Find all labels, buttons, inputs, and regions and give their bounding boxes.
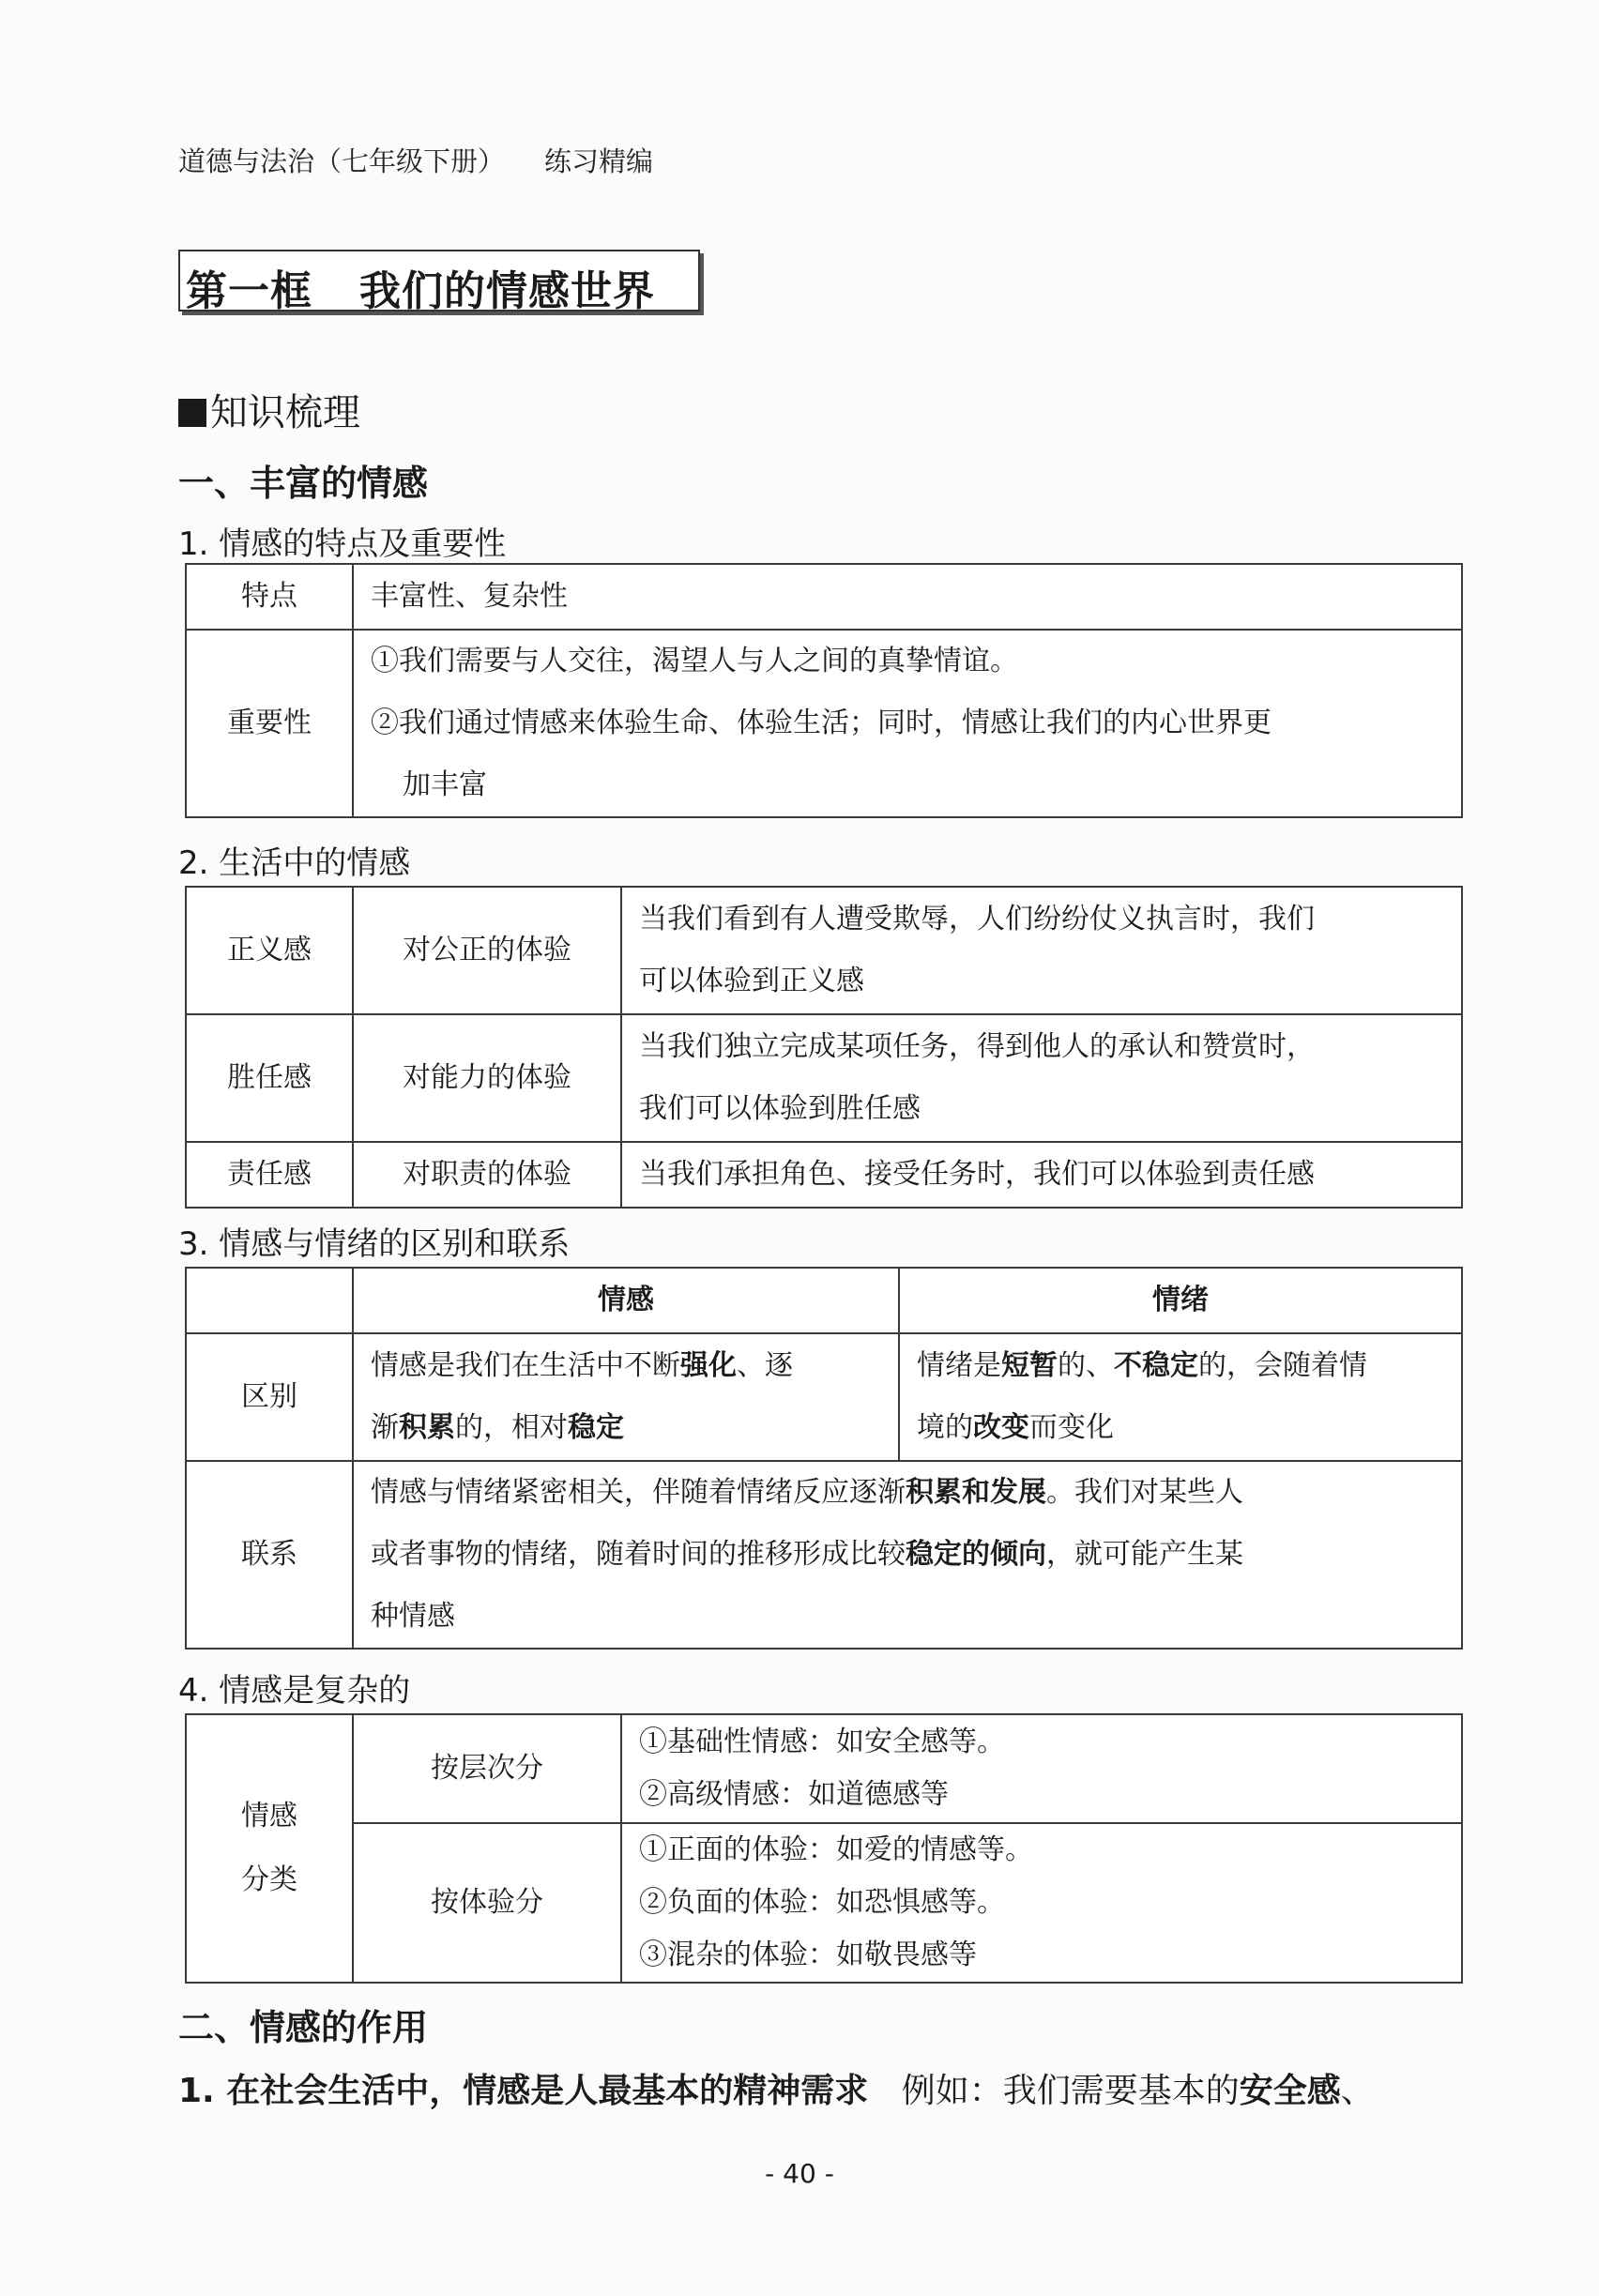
table-row [186,1014,1462,1142]
table-row [186,1823,1462,1983]
series-title: 练习精编 [544,145,654,177]
subheading-1-1: 1. 情感的特点及重要性 [178,525,507,563]
running-header [178,141,653,179]
column-header-emotion: 情感 [353,1268,899,1333]
cell-feature-label: 特点 [186,564,353,630]
cell-difference-label: 区别 [186,1333,353,1461]
cell-emotion-meaning: 对职责的体验 [353,1142,621,1208]
cell-emotion-name: 胜任感 [186,1014,353,1142]
table-features-importance [185,563,1463,818]
cell-emotion-name: 责任感 [186,1142,353,1208]
book-title: 道德与法治（七年级下册） [178,145,506,177]
cell-emotion-meaning: 对公正的体验 [353,887,621,1014]
table-emotions-in-life [185,886,1463,1209]
cell-by-level: 按层次分 [353,1714,621,1823]
square-bullet-icon [178,399,206,427]
cell-feature-value: 丰富性、复杂性 [353,564,1462,630]
cell-emotion-meaning: 对能力的体验 [353,1014,621,1142]
lesson-name: 我们的情感世界 [359,267,655,315]
table-row [186,1142,1462,1208]
section-heading-1: 一、丰富的情感 [178,463,429,504]
table-row [186,1714,1462,1823]
subheading-1-3: 3. 情感与情绪的区别和联系 [178,1225,571,1263]
cell-link-label: 联系 [186,1461,353,1649]
column-header-mood: 情绪 [899,1268,1462,1333]
cell-level-items: ①基础性情感：如安全感等。 ②高级情感：如道德感等 [621,1714,1462,1823]
table-header-row [186,1268,1462,1333]
cell-experience-items: ①正面的体验：如爱的情感等。 ②负面的体验：如恐惧感等。 ③混杂的体验：如敬畏感等 [621,1823,1462,1983]
subheading-1-4: 4. 情感是复杂的 [178,1672,411,1710]
subheading-1-2: 2. 生活中的情感 [178,844,411,882]
function-point-1: 1. 在社会生活中，情感是人最基本的精神需求 例如：我们需要基本的安全感、 [178,2071,1375,2110]
cell-emotion-example: 当我们承担角色、接受任务时，我们可以体验到责任感 [621,1142,1462,1208]
table-row [186,887,1462,1014]
cell-emotion-name: 正义感 [186,887,353,1014]
lesson-title [186,257,655,317]
cell-emotion-difference: 情感是我们在生活中不断强化、逐 渐积累的，相对稳定 [353,1333,899,1461]
section-heading-2: 二、情感的作用 [178,2007,429,2048]
cell-importance-value: ①我们需要与人交往，渴望人与人之间的真挚情谊。 ②我们通过情感来体验生命、体验生活；同时，情感让我们的内心世界更 加丰富 [353,630,1462,817]
lesson-number: 第一框 [186,267,312,315]
table-row [186,1333,1462,1461]
lesson-title-box [178,250,700,315]
cell-link-value: 情感与情绪紧密相关，伴随着情绪反应逐渐积累和发展。我们对某些人 或者事物的情绪，随着时间的推移形成比较稳定的倾向，就可能产生某 种情感 [353,1461,1462,1649]
table-emotion-types [185,1713,1463,1984]
cell-emotion-example: 当我们看到有人遭受欺辱，人们纷纷仗义执言时，我们 可以体验到正义感 [621,887,1462,1014]
cell-by-experience: 按体验分 [353,1823,621,1983]
table-row [186,1461,1462,1649]
cell-emotion-example: 当我们独立完成某项任务，得到他人的承认和赞赏时， 我们可以体验到胜任感 [621,1014,1462,1142]
cell-classification-label: 情感 分类 [186,1714,353,1983]
page-number: - 40 - [765,2158,834,2189]
cell-importance-label: 重要性 [186,630,353,817]
table-emotion-vs-mood [185,1267,1463,1650]
section-knowledge: 知识梳理 [178,383,360,436]
cell-mood-difference: 情绪是短暂的、不稳定的，会随着情 境的改变而变化 [899,1333,1462,1461]
cell-empty [186,1268,353,1333]
